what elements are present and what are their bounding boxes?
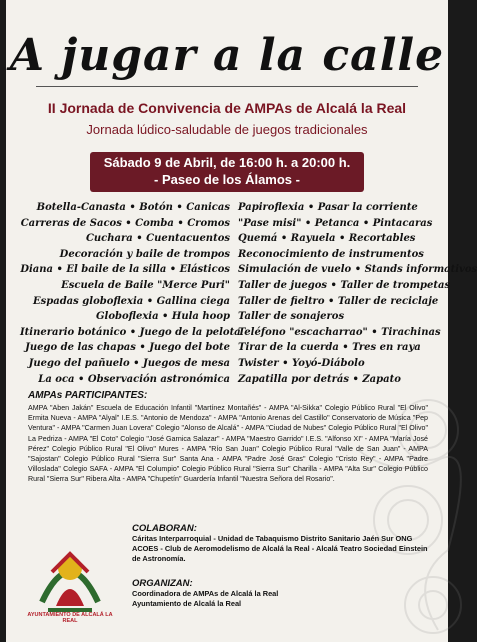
- game-line: Decoración y baile de trompos: [59, 248, 230, 260]
- game-line: Taller de juegos • Taller de trompetas: [238, 279, 451, 291]
- game-line: Espadas globoflexia • Gallina ciega: [32, 295, 230, 307]
- game-line: Itinerario botánico • Juego de la pelota: [20, 326, 241, 338]
- game-line: Taller de sonajeros: [238, 311, 345, 323]
- game-line: Juego de las chapas • Juego del bote: [25, 342, 230, 354]
- game-line: Teléfono "escacharrao" • Tirachinas: [238, 326, 441, 338]
- poster: [6, 0, 477, 642]
- date-time-line: Sábado 9 de Abril, de 16:00 h. a 20:00 h.: [103, 155, 351, 170]
- participants-heading: AMPAs PARTICIPANTES:: [28, 390, 148, 401]
- location-line: - Paseo de los Álamos -: [154, 172, 300, 187]
- game-line: Zapatilla por detrás • Zapato: [238, 373, 401, 385]
- organizers-block: [132, 578, 438, 609]
- game-line: Taller de fieltro • Taller de reciclaje: [238, 295, 439, 307]
- collaborators-block: [132, 523, 438, 564]
- participants-list: AMPA "Aben Jakán" Escuela de Educación Infantil "Martínez Montañés" - AMPA "Al-Sikka" Colegio Público Rural "El Olivo" Ermita Nueva - AMPA "Alyal" I.E.S. "Antonio de Mendoza" - AMPA "Antonio Arenas del Castillo" Conservatorio de Música "Pep Ventura" - AMPA "Carmen Juan Lovera" Colegio "Alonso de Alcalá" - AMPA "Ciudad de Nubes" Colegio Público Rural "El Olivo" La Pedriza - AMPA "El Coto" Colegio "José Garnica Salazar" - AMPA "Maestro Garrido" I.E.S. "Alfonso XI" - AMPA "María José Pérez" Colegio Público Rural "El Olivo" Mures - AMPA "Río San Juan" Colegio Público Rural "Valle de San Juan" - AMPA "Sajostan" Colegio Público Rural "Sierra Sur" Santa Ana - AMPA "Padre José Gras" Colegio "Cristo Rey" - AMPA "Padre Villoslada" Colegio SAFA - AMPA "El Columpio" Colegio Público Rural "Sierra Sur" Charilla - AMPA "Alta Sur" Colegio Público Rural "Sierra Sur" Ribera Alta - AMPA "Chupetín" Guardería Infantil "Nuestra Señora del Rosario".: [28, 404, 428, 484]
- collaborators-heading: COLABORAN:: [132, 523, 197, 534]
- game-line: Globoflexia • Hula hoop: [96, 311, 230, 323]
- game-line: Tirar de la cuerda • Tres en raya: [238, 342, 421, 354]
- game-line: Cuchara • Cuentacuentos: [85, 233, 230, 245]
- organizer-line: Coordinadora de AMPAs de Alcalá la Real: [132, 589, 279, 598]
- poster-title: A jugar a la calle: [9, 30, 445, 81]
- game-line: Papiroflexia • Pasar la corriente: [238, 202, 418, 213]
- game-line: Quemá • Rayuela • Recortables: [238, 233, 416, 245]
- game-line: Botella-Canasta • Botón • Canicas: [36, 202, 230, 213]
- game-line: "Pase misi" • Petanca • Pintacaras: [238, 217, 433, 229]
- event-description: Jornada lúdico-saludable de juegos tradicionales: [86, 122, 368, 137]
- game-line: Reconocimiento de instrumentos: [238, 248, 424, 260]
- date-banner: [90, 152, 364, 192]
- game-line: Twister • Yoyó-Diábolo: [238, 357, 365, 369]
- game-line: Diana • El baile de la silla • Elásticos: [20, 264, 230, 276]
- games-list-right: [238, 200, 477, 387]
- game-line: Carreras de Sacos • Comba • Cromos: [20, 217, 230, 229]
- title-divider: [36, 86, 418, 87]
- game-line: Escuela de Baile "Merce Puri": [61, 279, 230, 291]
- organizer-line: Ayuntamiento de Alcalá la Real: [132, 599, 242, 608]
- game-line: La oca • Observación astronómica: [38, 373, 230, 385]
- organizers-heading: ORGANIZAN:: [132, 578, 193, 589]
- logo-caption: AYUNTAMIENTO DE ALCALÁ LA REAL: [27, 612, 113, 624]
- games-list-left: [20, 200, 241, 387]
- game-line: Simulación de vuelo • Stands informativos: [238, 264, 477, 276]
- event-subtitle: II Jornada de Convivencia de AMPAs de Alcalá la Real: [47, 100, 407, 116]
- collaborators-list: Cáritas Interparroquial - Unidad de Tabaquismo Distrito Sanitario Jaén Sur ONG ACOES - Club de Aeromodelismo de Alcalá la Real - Alcalá Teatro Sociedad Einstein de Astronomía.: [132, 534, 428, 563]
- game-line: Juego del pañuelo • Juegos de mesa: [28, 357, 230, 369]
